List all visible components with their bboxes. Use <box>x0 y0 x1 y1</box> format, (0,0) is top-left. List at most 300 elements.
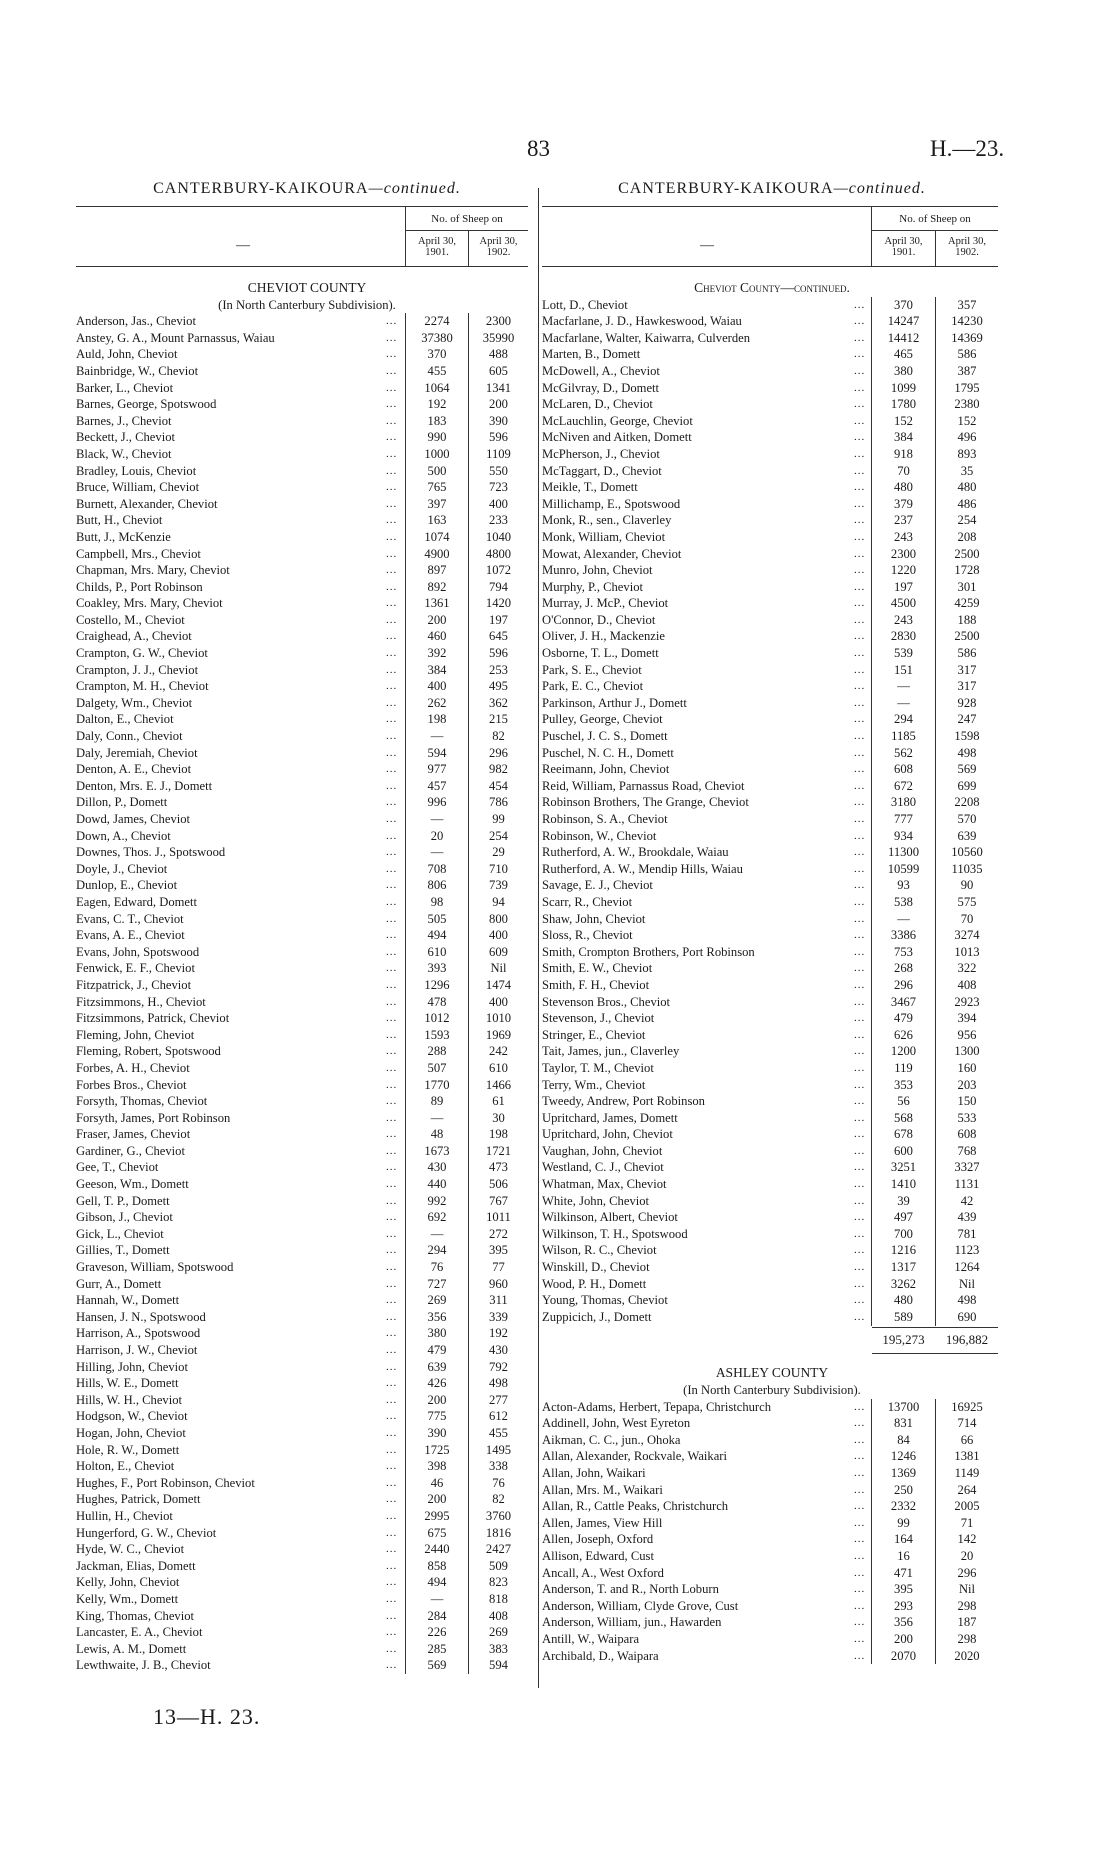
table-row <box>542 1276 1002 1293</box>
table-row <box>542 662 1002 679</box>
table-row <box>542 413 1002 430</box>
sheep-1901: 3467 <box>890 994 917 1009</box>
owner-name: Vaughan, John, Cheviot <box>542 1143 663 1158</box>
sheep-1901: 1220 <box>890 563 917 578</box>
sheep-1901: 569 <box>427 1658 447 1673</box>
sheep-1902: 1109 <box>486 446 511 461</box>
sheep-1902: 3327 <box>954 1160 980 1175</box>
leader-dots: ... <box>386 895 398 908</box>
ashley-county-subtitle: (In North Canterbury Subdivision). <box>683 1383 861 1397</box>
table-row <box>542 1110 1002 1127</box>
sheep-1902: 486 <box>957 496 977 511</box>
leader-dots: ... <box>386 713 398 726</box>
sheep-1901: 200 <box>427 612 447 627</box>
sheep-1902: 2923 <box>954 994 980 1009</box>
leader-dots: ... <box>854 530 866 543</box>
table-row <box>542 994 1002 1011</box>
sheep-1902: 10560 <box>951 845 983 860</box>
right-header-col2: April 30, 1902. <box>948 236 986 258</box>
sheep-1902: 296 <box>957 1565 977 1580</box>
owner-name: Wilson, R. C., Cheviot <box>542 1243 657 1258</box>
sheep-1902: 1721 <box>485 1143 512 1158</box>
sheep-1901: 480 <box>894 480 913 495</box>
owner-name: Marten, B., Domett <box>542 347 641 362</box>
sheep-1901: 183 <box>427 413 447 428</box>
owner-name: Tweedy, Andrew, Port Robinson <box>542 1094 705 1109</box>
sheep-1901: 353 <box>894 1077 913 1092</box>
leader-dots: ... <box>386 1543 398 1556</box>
owner-name: Hills, W. E., Domett <box>76 1376 179 1391</box>
sheep-1902: 233 <box>489 513 508 528</box>
sheep-1901: 562 <box>894 745 913 760</box>
owner-name: Campbell, Mrs., Cheviot <box>76 546 201 561</box>
table-row <box>542 595 1002 612</box>
owner-name: Westland, C. J., Cheviot <box>542 1160 664 1175</box>
sheep-1902: 982 <box>489 762 508 777</box>
right-header-dash: — <box>700 238 714 253</box>
sheep-1901: 934 <box>894 828 913 843</box>
owner-name: Allan, John, Waikari <box>542 1465 646 1480</box>
leader-dots: ... <box>854 597 866 610</box>
owner-name: Stringer, E., Cheviot <box>542 1027 646 1042</box>
leader-dots: ... <box>854 813 866 825</box>
sheep-1902: 690 <box>957 1309 977 1324</box>
sheep-1902: 608 <box>957 1127 977 1142</box>
leader-dots: ... <box>386 530 398 543</box>
sheep-1902: 99 <box>492 812 505 826</box>
sheep-1902: 586 <box>957 347 977 362</box>
owner-name: Lewthwaite, J. B., Cheviot <box>76 1658 211 1673</box>
owner-name: Gardiner, G., Cheviot <box>76 1143 185 1158</box>
sheep-1902: 498 <box>957 1293 977 1308</box>
sheep-1902: 569 <box>957 762 977 777</box>
sheep-1902: 2300 <box>485 314 512 329</box>
owner-name: Costello, M., Cheviot <box>76 612 185 627</box>
sheep-1901: 455 <box>427 363 447 378</box>
sheep-1902: 586 <box>957 646 977 661</box>
sheep-1902: 362 <box>489 695 508 710</box>
sheep-1902: 509 <box>489 1558 508 1573</box>
leader-dots: ... <box>854 1516 866 1529</box>
leader-dots: ... <box>386 746 398 759</box>
leader-dots: ... <box>854 663 866 676</box>
table-row <box>542 313 1002 330</box>
sheep-1902: 768 <box>957 1143 977 1158</box>
table-row <box>542 1309 1002 1326</box>
owner-name: Allan, Mrs. M., Waikari <box>542 1482 663 1497</box>
owner-name: Denton, A. E., Cheviot <box>76 762 192 777</box>
owner-name: Hullin, H., Cheviot <box>76 1508 173 1523</box>
leader-dots: ... <box>386 730 398 743</box>
sheep-1902: 454 <box>489 778 508 793</box>
owner-name: Harrison, A., Spotswood <box>76 1326 201 1341</box>
leader-dots: ... <box>854 1483 866 1496</box>
leader-dots: ... <box>386 1576 398 1589</box>
sheep-1902: 893 <box>957 446 977 461</box>
owner-name: Stevenson, J., Cheviot <box>542 1011 655 1026</box>
table-row <box>542 1581 1002 1598</box>
table-row <box>542 1631 1002 1648</box>
sheep-1901: 1770 <box>424 1077 450 1092</box>
sheep-1901: 775 <box>427 1409 447 1424</box>
owner-name: Ancall, A., West Oxford <box>542 1565 664 1580</box>
sheep-1902: 254 <box>957 513 977 528</box>
sheep-1901: 99 <box>897 1515 910 1530</box>
sheep-1901: 465 <box>894 347 913 362</box>
owner-name: Smith, E. W., Cheviot <box>542 961 653 976</box>
owner-name: Murray, J. McP., Cheviot <box>542 596 669 611</box>
sheep-1902: 1598 <box>954 729 980 744</box>
owner-name: Bainbridge, W., Cheviot <box>76 363 199 378</box>
sheep-1902: 197 <box>489 612 508 627</box>
owner-name: Anstey, G. A., Mount Parnassus, Waiau <box>76 330 275 345</box>
sheep-1902: 1300 <box>954 1044 980 1059</box>
owner-name: Reid, William, Parnassus Road, Cheviot <box>542 778 745 793</box>
ashley-county-title: ASHLEY COUNTY <box>715 1365 829 1381</box>
owner-name: Hilling, John, Cheviot <box>76 1359 188 1374</box>
sheep-1901: 200 <box>894 1631 913 1646</box>
sheep-1901: 163 <box>427 513 447 528</box>
leader-dots: ... <box>854 696 866 709</box>
table-row <box>542 579 1002 596</box>
sheep-1902: 610 <box>489 1060 508 1075</box>
leader-dots: ... <box>854 1500 866 1513</box>
table-row <box>542 711 1002 728</box>
leader-dots: ... <box>386 663 398 676</box>
sheep-1901: 13700 <box>887 1399 920 1414</box>
owner-name: Young, Thomas, Cheviot <box>542 1293 668 1308</box>
sheep-1902: 596 <box>489 430 508 445</box>
table-row <box>542 761 1002 778</box>
owner-name: Meikle, T., Domett <box>542 480 638 495</box>
leader-dots: ... <box>386 1277 398 1290</box>
owner-name: Coakley, Mrs. Mary, Cheviot <box>76 596 223 611</box>
sheep-1902: 66 <box>960 1432 974 1447</box>
left-county-title: CHEVIOT COUNTY <box>247 280 367 295</box>
leader-dots: ... <box>386 813 398 825</box>
sheep-1901: 11300 <box>887 845 920 860</box>
leader-dots: ... <box>854 1400 866 1413</box>
leader-dots: ... <box>854 1161 866 1174</box>
leader-dots: ... <box>854 547 866 560</box>
owner-name: Evans, C. T., Cheviot <box>76 911 184 926</box>
right-rows <box>542 297 1002 1326</box>
sheep-1902: 609 <box>489 944 508 959</box>
sheep-1902: 1011 <box>486 1210 511 1225</box>
leader-dots: ... <box>386 647 398 660</box>
owner-name: Upritchard, James, Domett <box>542 1110 678 1125</box>
sheep-1901: 268 <box>894 961 913 976</box>
sheep-1901: 610 <box>427 944 447 959</box>
table-row <box>542 446 1002 463</box>
sheep-1901: 1000 <box>424 446 450 461</box>
sheep-1902: 400 <box>489 994 508 1009</box>
right-header-col1: April 30, 1901. <box>884 236 923 258</box>
sheep-1902: 575 <box>957 894 977 909</box>
column-rule <box>935 1399 936 1665</box>
sheep-1901: 380 <box>427 1326 447 1341</box>
owner-name: Anderson, William, jun., Hawarden <box>542 1615 722 1630</box>
owner-name: Lewis, A. M., Domett <box>76 1641 187 1656</box>
sheep-1902: 298 <box>957 1598 977 1613</box>
owner-name: Smith, Crompton Brothers, Port Robinson <box>542 944 755 959</box>
owner-name: Crampton, J. J., Cheviot <box>76 662 199 677</box>
leader-dots: ... <box>854 1417 866 1430</box>
leader-dots: ... <box>854 879 866 892</box>
sheep-1901: 858 <box>427 1558 447 1573</box>
right-header-top: No. of Sheep on <box>899 213 971 225</box>
owner-name: Butt, H., Cheviot <box>76 513 163 528</box>
sheep-1902: 142 <box>957 1532 977 1547</box>
sheep-1901: 2070 <box>890 1648 917 1663</box>
leader-dots: ... <box>386 1426 398 1439</box>
leader-dots: ... <box>854 464 866 477</box>
sheep-1902: 639 <box>957 828 977 843</box>
sheep-1901: 84 <box>897 1432 910 1447</box>
sheep-1902: 605 <box>489 363 508 378</box>
sheep-1901: 200 <box>427 1492 447 1507</box>
owner-name: Dillon, P., Domett <box>76 795 168 810</box>
owner-name: Harrison, J. W., Cheviot <box>76 1343 198 1357</box>
sheep-1902: 1040 <box>485 529 512 544</box>
table-row <box>542 1399 1002 1416</box>
sheep-1902: 1795 <box>954 380 980 395</box>
leader-dots: ... <box>854 298 866 311</box>
owner-name: Hogan, John, Cheviot <box>76 1425 186 1440</box>
table-row <box>542 695 1002 712</box>
owner-name: Geeson, Wm., Domett <box>76 1177 189 1192</box>
leader-dots: ... <box>386 1078 398 1091</box>
leader-dots: ... <box>854 564 866 577</box>
sheep-1902: 254 <box>489 828 508 843</box>
owner-name: Burnett, Alexander, Cheviot <box>76 496 218 511</box>
sheep-1902: 215 <box>489 712 508 727</box>
leader-dots: ... <box>854 431 866 444</box>
sheep-1902: 1131 <box>954 1177 980 1192</box>
sheep-1901: 3386 <box>890 928 917 943</box>
leader-dots: ... <box>854 1549 866 1562</box>
owner-name: Eagen, Edward, Domett <box>76 894 197 909</box>
sheep-1902: 3760 <box>485 1508 512 1523</box>
leader-dots: ... <box>854 829 866 842</box>
sheep-1901: 288 <box>427 1044 447 1059</box>
leader-dots: ... <box>854 630 866 643</box>
owner-name: Evans, A. E., Cheviot <box>76 928 185 943</box>
sheep-1901: 494 <box>427 1575 447 1590</box>
sheep-1902: 1123 <box>954 1243 980 1258</box>
sheep-1902: 2208 <box>954 795 980 810</box>
sheep-1902: 247 <box>957 712 977 727</box>
leader-dots: ... <box>386 613 398 626</box>
leader-dots: ... <box>386 497 398 510</box>
owner-name: Allison, Edward, Cust <box>542 1548 654 1563</box>
sheep-1902: 269 <box>489 1625 508 1640</box>
sheep-1901: 164 <box>894 1532 913 1547</box>
sheep-1902: 496 <box>957 430 977 445</box>
owner-name: Daly, Conn., Cheviot <box>76 729 183 744</box>
sheep-1901: 700 <box>894 1226 913 1241</box>
leader-dots: ... <box>386 1559 398 1572</box>
sheep-1901: 243 <box>894 612 913 627</box>
sheep-1901: 379 <box>894 496 913 511</box>
sheep-1901: 589 <box>894 1309 913 1324</box>
leader-dots: ... <box>386 481 398 494</box>
sheep-1901: 1296 <box>424 977 450 992</box>
owner-name: Crampton, M. H., Cheviot <box>76 679 209 694</box>
leader-dots: ... <box>854 862 866 875</box>
sheep-1902: 2020 <box>954 1648 980 1663</box>
owner-name: Park, E. C., Cheviot <box>542 679 644 694</box>
sheep-1902: 594 <box>489 1658 508 1673</box>
sheep-1901: 390 <box>427 1425 447 1440</box>
sheep-1902: 408 <box>957 977 977 992</box>
leader-dots: ... <box>854 945 866 958</box>
owner-name: Dalgety, Wm., Cheviot <box>76 695 193 710</box>
owner-name: Shaw, John, Cheviot <box>542 911 646 926</box>
leader-dots: ... <box>854 1632 866 1645</box>
sheep-1901: 3251 <box>890 1160 917 1175</box>
table-row <box>542 645 1002 662</box>
owner-name: Hungerford, G. W., Cheviot <box>76 1525 217 1540</box>
sheep-1901: 440 <box>427 1177 447 1192</box>
owner-name: Hannah, W., Domett <box>76 1293 180 1308</box>
sheep-1902: 473 <box>489 1160 508 1175</box>
leader-dots: ... <box>854 1244 866 1257</box>
sheep-1901: 356 <box>894 1615 913 1630</box>
sheep-1902: 322 <box>957 961 977 976</box>
sheep-1902: 317 <box>957 679 977 694</box>
sheep-1901: 505 <box>427 911 447 926</box>
table-row <box>542 977 1002 994</box>
sheep-1901: 678 <box>894 1127 913 1142</box>
leader-dots: ... <box>854 1450 866 1463</box>
owner-name: Fenwick, E. F., Cheviot <box>76 961 195 976</box>
sheep-1902: 781 <box>957 1226 977 1241</box>
sheep-1901: 70 <box>897 463 910 478</box>
sheep-1901: 14247 <box>887 314 920 329</box>
document-code: H.—23. <box>930 136 1005 161</box>
leader-dots: ... <box>386 1045 398 1058</box>
sheep-1902: 253 <box>489 662 508 677</box>
owner-name: Mowat, Alexander, Cheviot <box>542 546 682 561</box>
sheep-1901: 639 <box>427 1359 447 1374</box>
sheep-1902: 818 <box>489 1591 508 1606</box>
table-row <box>542 1010 1002 1027</box>
sheep-1901: 1185 <box>891 729 916 744</box>
sheep-1902: 400 <box>489 928 508 943</box>
owner-name: Graveson, William, Spotswood <box>76 1260 234 1275</box>
column-separator <box>538 188 539 1688</box>
owner-name: Dowd, James, Cheviot <box>76 812 191 826</box>
sheep-1901: 37380 <box>421 330 453 345</box>
leader-dots: ... <box>386 564 398 577</box>
leader-dots: ... <box>854 514 866 527</box>
owner-name: Puschel, N. C. H., Domett <box>542 745 674 760</box>
sheep-1902: 1728 <box>954 563 980 578</box>
sheep-1901: 237 <box>894 513 913 528</box>
owner-name: McTaggart, D., Cheviot <box>542 463 662 478</box>
sheep-1901: 243 <box>894 529 913 544</box>
leader-dots: ... <box>386 1128 398 1141</box>
sheep-1902: 3274 <box>954 928 980 943</box>
leader-dots: ... <box>386 1244 398 1257</box>
leader-dots: ... <box>854 348 866 361</box>
table-row <box>542 1259 1002 1276</box>
leader-dots: ... <box>854 1012 866 1025</box>
owner-name: Barker, L., Cheviot <box>76 380 174 395</box>
table-row <box>542 1565 1002 1582</box>
leader-dots: ... <box>386 1310 398 1323</box>
sheep-1901: 152 <box>894 413 913 428</box>
sheep-1901: 48 <box>430 1127 444 1142</box>
owner-name: Gurr, A., Domett <box>76 1276 162 1291</box>
owner-name: Rutherford, A. W., Mendip Hills, Waiau <box>542 861 743 876</box>
table-row <box>542 1093 1002 1110</box>
owner-name: Dalton, E., Cheviot <box>76 712 174 727</box>
leader-dots: ... <box>386 945 398 958</box>
leader-dots: ... <box>854 613 866 626</box>
leader-dots: ... <box>854 713 866 726</box>
owner-name: Doyle, J., Cheviot <box>76 861 168 876</box>
leader-dots: ... <box>386 398 398 411</box>
sheep-1902: 82 <box>492 1492 505 1507</box>
owner-name: Gell, T. P., Domett <box>76 1193 170 1208</box>
owner-name: Hyde, W. C., Cheviot <box>76 1542 185 1557</box>
sheep-1902: 1420 <box>485 596 512 611</box>
sheep-1901: 2300 <box>890 546 917 561</box>
leader-dots: ... <box>854 1466 866 1479</box>
leader-dots: ... <box>854 1078 866 1091</box>
sheep-1901: 284 <box>427 1608 447 1623</box>
right-caption-text: CANTERBURY-KAIKOURA <box>618 180 834 197</box>
sheep-1902: 495 <box>489 679 508 694</box>
sheep-1902: 596 <box>489 646 508 661</box>
table-row <box>542 828 1002 845</box>
owner-name: Evans, John, Spotswood <box>76 944 200 959</box>
leader-dots: ... <box>854 1128 866 1141</box>
sheep-1902: 200 <box>489 397 508 412</box>
table-row <box>542 811 1002 828</box>
leader-dots: ... <box>854 1599 866 1612</box>
sheep-1901: 1216 <box>890 1243 917 1258</box>
owner-name: McPherson, J., Cheviot <box>542 446 660 461</box>
leader-dots: ... <box>854 1616 866 1629</box>
leader-dots: ... <box>854 1061 866 1074</box>
owner-name: McLaren, D., Cheviot <box>542 397 653 412</box>
sheep-1901: 692 <box>427 1210 447 1225</box>
sheep-1901: 294 <box>894 712 913 727</box>
leader-dots: ... <box>386 1526 398 1539</box>
sheep-1902: 242 <box>489 1044 508 1059</box>
sheep-1902: 439 <box>957 1210 977 1225</box>
sheep-1902: 71 <box>960 1515 974 1530</box>
sheep-1901: 478 <box>427 994 447 1009</box>
table-row <box>542 330 1002 347</box>
sheep-1901: 400 <box>427 679 447 694</box>
sheep-1901: 608 <box>894 762 913 777</box>
sheep-1902: 296 <box>489 745 508 760</box>
sheep-1902: 1495 <box>485 1442 512 1457</box>
sheep-1901: 294 <box>427 1243 447 1258</box>
leader-dots: ... <box>854 1144 866 1157</box>
sheep-1901: 507 <box>427 1060 447 1075</box>
owner-name: Whatman, Max, Cheviot <box>542 1177 667 1192</box>
sheep-1901: — <box>430 1226 444 1241</box>
sheep-1902: 77 <box>492 1260 505 1275</box>
leader-dots: ... <box>386 630 398 643</box>
leader-dots: ... <box>386 1227 398 1240</box>
sheep-1901: 918 <box>894 446 913 461</box>
